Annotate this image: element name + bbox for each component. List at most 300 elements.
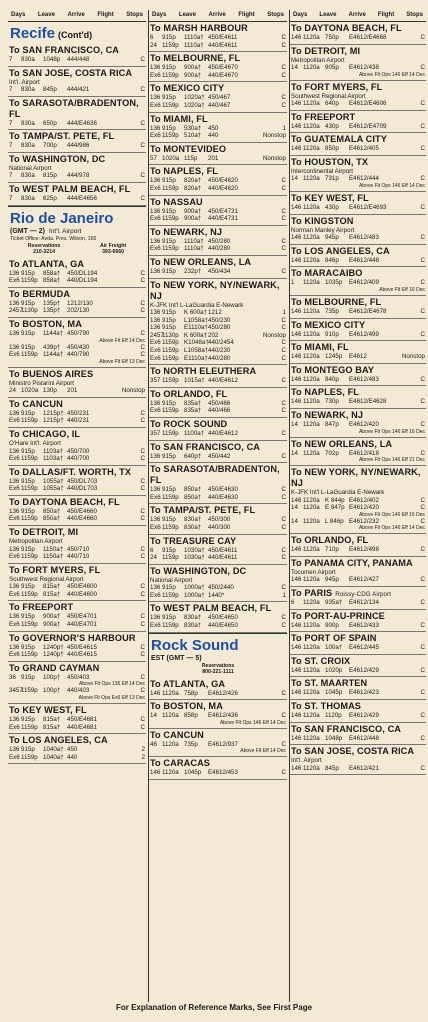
days-cell: 146 [291,398,302,406]
destination-title [291,558,425,569]
arrive-cell: 945p [325,576,339,584]
flight-row [291,497,425,505]
arrive-cell: 1110a† [184,237,204,245]
flight-cell: 450/E4611 [208,546,238,554]
arrive-cell: K1048a† [184,339,209,347]
flight-row [9,754,145,762]
destination-block [8,288,146,318]
destination-block [290,192,426,215]
days-cell: Ex6 [9,621,20,629]
flight-cell: 444/E4656 [67,194,97,202]
flight-row [150,332,286,340]
arrive-cell: 1110a† [184,34,204,41]
destination-block [8,318,146,368]
stops-cell: C [420,175,425,183]
column-2 [149,10,287,1000]
destination-title [150,83,286,94]
destination-title [150,114,286,125]
stops-cell: C [420,644,425,652]
arrive-cell: 1030a† [184,546,205,554]
arrive-cell: 232p† [184,267,202,275]
flight-cell: 440/466 [208,407,231,415]
days-cell: 6 [291,599,295,607]
phone-block [100,243,126,256]
leave-cell: 1159p [21,277,38,285]
effective-note: Above Flt Ops Ex6 Eff 13 Dec [78,695,145,701]
stops-cell: C [140,343,145,351]
stops-cell: C [420,375,425,383]
destination-title [291,216,425,227]
destination-name: To ROCK SOUND [150,418,228,429]
flight-row [150,324,286,332]
flight-cell: E4612 [349,353,367,361]
destination-title [291,342,425,353]
flight-row [150,42,286,50]
flight-cell: E4612/433 [349,621,379,629]
stops-cell: C [140,329,145,337]
days-cell: 14 [150,712,157,720]
destination-block [290,22,426,45]
days-cell: 7 [9,86,13,94]
arrive-cell: 439p† [43,343,61,351]
arrive-cell: 815a† [43,583,61,591]
flight-cell: E4612/E4668 [349,34,387,41]
leave-cell: 1159p [21,417,38,425]
flight-cell: E4612/E4693 [349,204,387,212]
flight-cell: 450/E4611 [208,34,238,41]
stops-cell: C [140,545,145,553]
destination-name: To FREEPORT [291,111,356,122]
arrive-cell: L 846p [325,517,344,525]
ticket-office: Ticket Office: Avda. Pres. Wilson, 165 [10,235,97,242]
destination-title [9,399,145,410]
stops-cell: C [420,100,425,108]
stops-cell: C [420,256,425,264]
arrive-cell: 710p [325,546,339,554]
days-cell: 136 [150,94,161,102]
stops-cell: C [140,723,145,731]
stops-cell: 1 [282,309,286,316]
flight-cell: E4612/E4678 [349,307,387,315]
destination-name: To MARSH HARBOUR [150,23,248,33]
stops-cell: Nonstop [262,331,286,339]
destination-title [291,633,425,644]
phone-block [202,663,235,676]
phone-number: 800-221-1111 [202,669,234,676]
days-cell: 136 [150,399,161,407]
days-cell: 136 [150,584,161,592]
stops-cell: C [140,716,145,723]
stops-cell: C [281,399,286,407]
destination-name: To ST. MAARTEN [291,678,368,689]
days-cell: 146 [291,234,302,242]
arrive-cell: 731p [325,175,339,183]
destination-block [149,700,287,729]
destination-name: To PORT-AU-PRINCE [291,610,385,621]
stops-cell: C [281,554,286,562]
days-cell: 6 [150,546,154,554]
airport-name: Metropolitan Airport [291,56,345,64]
flight-row [9,410,145,418]
header-leave: Leave [37,12,55,18]
flight-row [9,86,145,94]
airport-name: Norman Manley Airport [291,226,355,234]
flight-row [291,450,425,458]
flight-row [291,279,425,287]
airport-name: Southwest Regional Airport [9,575,84,583]
leave-cell: 1159p [162,71,179,79]
flight-cell: 440/231 [67,417,90,425]
leave-cell: 915p [162,516,176,524]
arrive-cell: 758p [184,689,198,697]
flight-cell: E4612/499 [349,330,379,338]
stops-cell: C [281,712,286,720]
destination-block [290,386,426,409]
flight-cell: 450 [67,746,78,754]
stops-cell: C [420,234,425,242]
destination-title [9,45,145,56]
destination-block [8,704,146,734]
stops-cell: C [140,613,145,621]
days-cell: Ex6 [9,651,20,659]
arrive-cell: 1048p [43,56,61,63]
destination-block [290,723,426,746]
arrive-cell: 510a† [184,132,202,140]
effective-note: Above Flt Ops 146 Eff 16 Dec [358,428,425,435]
arrive-cell: 135p† [43,307,61,315]
arrive-cell: 1045p [184,769,202,777]
destination-block [8,564,146,602]
days-cell: 136 [9,477,20,485]
destination-name: To ST. THOMAS [291,701,362,712]
arrive-cell: 730p [325,398,339,406]
leave-cell: 1120a [303,689,320,697]
destination-title [9,154,145,165]
leave-cell: 1159p [21,723,38,731]
flight-cell: E4612/448 [349,734,379,742]
arrive-cell: 815a† [43,590,61,598]
days-cell: 136 [9,746,20,754]
destination-block [8,428,146,466]
days-cell: Ex6 [150,339,161,347]
flight-row [9,344,145,352]
stops-cell: C [281,516,286,524]
destination-name: To BOSTON, MA [150,701,223,712]
flight-cell: E4612/E4606 [349,100,387,108]
flight-cell: E4612/436 [208,712,238,720]
flight-cell: 440/700 [67,455,90,463]
destination-name: To MIAMI, FL [291,342,349,353]
days-cell: 136 [150,237,161,245]
days-cell: Ex6 [150,184,161,192]
days-cell: 136 [150,64,161,72]
arrive-cell: 830a† [184,523,202,531]
destination-block [290,267,426,296]
destination-title [291,365,425,376]
destination-title [9,602,145,613]
days-cell: 146 [291,204,302,212]
flight-cell: E4612/444 [349,175,379,183]
leave-cell: 1120a [303,307,320,315]
arrive-cell: 858a† [43,269,61,277]
arrive-cell: 702p [325,449,339,457]
flight-cell: 440/E4611 [208,554,238,562]
flight-row [9,613,145,621]
arrive-cell: 650p [43,119,57,127]
leave-cell: 1120a [303,234,320,242]
arrive-cell: 1120p [325,712,342,720]
destination-name: To NORTH ELEUTHERA [150,366,257,377]
stops-cell: C [281,407,286,415]
flight-cell: E4612/448 [349,256,379,264]
flight-row [291,204,425,212]
days-cell: 136 [150,309,161,316]
days-cell: Ex6 [9,277,20,285]
days-cell: Ex6 [150,591,161,599]
destination-name: To GRAND CAYMAN [9,662,100,673]
flight-cell: E4612/420 [349,504,379,512]
days-cell: 136 [150,452,161,460]
destination-block [149,602,287,632]
flight-cell: 440 [67,753,78,761]
leave-cell: 915p [162,124,176,132]
flight-row [9,455,145,463]
stops-cell: C [281,245,286,253]
stops-cell: C [281,207,286,215]
destination-title [291,535,425,546]
airport-name: Intercontinental Airport [291,167,353,175]
leave-cell: 915p [21,343,35,351]
destination-block [8,632,146,662]
flight-row [291,599,425,607]
destination-block [8,258,146,288]
leave-cell: 1159p [162,245,179,253]
flight-row [9,687,145,695]
leave-cell: 830a [21,142,35,150]
days-cell: 146 [291,330,302,338]
arrive-cell: 1150a† [43,545,64,553]
days-cell: 136 [150,124,161,132]
flight-cell: 450/467 [208,94,231,102]
days-cell: Ex6 [9,515,20,523]
flight-cell: 450/280 [208,237,231,245]
leave-cell: 1120a [303,204,320,212]
destination-title [9,369,145,380]
days-cell: 136 [9,507,20,515]
destination-block [8,526,146,564]
header-days: Days [11,12,26,18]
flight-row [291,689,425,697]
arrive-cell: 1020p [325,666,343,674]
destination-name: To ATLANTA, GA [9,258,85,269]
arrive-cell: 100a† [325,644,343,652]
destination-block [149,365,287,388]
flight-row [291,667,425,675]
destination-title [9,429,145,440]
flight-row [150,245,286,253]
flight-cell: 450/E4650 [208,614,238,622]
stops-cell: C [420,517,425,525]
destination-name: To CHICAGO, IL [9,429,81,439]
days-cell: 136 [150,486,161,494]
airport-name: National Airport [150,576,193,584]
arrive-cell: 750p [325,34,339,41]
stops-cell: C [140,485,145,493]
destination-name: To MONTEVIDEO [150,143,227,154]
stops-cell: C [281,546,286,554]
flight-cell: 450/230 [208,316,231,324]
flight-row [150,592,286,600]
flight-row [9,621,145,629]
stops-cell: C [420,621,425,629]
phone-number: 393-6660 [102,249,125,256]
stops-cell: C [281,354,286,362]
leave-cell: 915p [21,507,35,515]
airport-name: Int'l. Airport [291,757,322,765]
destination-name: To LOS ANGELES, CA [9,735,108,746]
flight-cell: 440/E4611 [208,41,238,49]
stops-cell: C [281,316,286,324]
stops-cell: C [420,279,425,287]
destination-block [8,662,146,704]
days-cell: 146 [291,644,302,652]
flight-cell: 440/2454 [208,339,234,347]
leave-cell: 1120a [303,330,320,338]
days-cell: Ex6 [9,723,20,731]
destination-title [9,565,145,576]
leave-cell: 1120a [162,740,179,748]
destination-block [149,52,287,82]
leave-cell: 1120a [162,689,179,697]
leave-cell: 1120a [303,621,320,629]
leave-cell: 1159p [162,523,179,531]
flight-row [291,765,425,773]
flight-cell: 440/E4731 [208,215,238,223]
destination-name: To MELBOURNE, FL [291,296,382,307]
leave-cell: 915p [21,329,35,337]
flight-cell: 450/466 [208,399,231,407]
flight-row [150,317,286,325]
flight-cell: 440/280 [208,354,231,362]
reservations-block [149,663,287,678]
days-cell: 136 [150,516,161,524]
destination-title [9,467,145,478]
arrive-cell: 640p [325,100,339,108]
destination-title [9,68,145,79]
header-leave: Leave [319,12,337,18]
flight-cell: 450/2440 [208,584,234,592]
days-cell: 146 [291,546,302,554]
arrive-cell: 1015a† [184,377,205,385]
header-days: Days [152,12,167,18]
days-cell: 136 [9,409,20,417]
destination-name: To WASHINGTON, DC [9,153,106,164]
leave-cell: 1020a [21,387,39,395]
leave-cell: 1159p [21,515,38,523]
destination-name: To NAPLES, FL [291,387,359,398]
header-flight: Flight [377,12,395,18]
leave-cell: 1120a [303,100,320,108]
destination-name: To NAPLES, FL [150,166,218,177]
days-cell: 2457 [9,307,23,315]
flight-cell: 440/E4600 [67,590,97,598]
flight-cell: 440/E4612 [208,429,238,437]
destination-title [9,184,145,195]
leave-cell: 915p [162,452,176,460]
flight-cell: 440/790 [67,351,90,359]
days-cell: 14 [291,449,298,457]
destination-block [290,319,426,342]
destination-name: To TAMPA/ST. PETE, FL [9,131,115,142]
destination-name: To DALLAS/FT. WORTH, TX [9,466,132,477]
city-gmt [8,228,146,236]
flight-row [150,516,286,524]
flight-cell: 440/E4670 [208,71,238,79]
flight-row [150,102,286,110]
days-cell: 146 [291,256,302,264]
destination-name: To GUATEMALA CITY [291,134,387,145]
destination-name: To SARASOTA/BRADENTON, FL [150,464,280,486]
arrive-cell: 1045p [325,689,343,697]
destination-title [291,23,425,34]
header-stops: Stops [267,12,284,18]
arrive-cell: 900p [325,621,339,629]
stops-cell: C [420,34,425,41]
destination-name: To NEWARK, NJ [291,409,364,420]
destination-block [290,700,426,723]
destination-block [290,364,426,387]
destination-block [290,610,426,633]
stops-cell: C [140,417,145,425]
destination-block [290,534,426,557]
destination-block [8,183,146,206]
days-cell: 146 [291,764,302,772]
flight-row [291,622,425,630]
destination-block [8,153,146,183]
flight-row [9,387,145,395]
airport-name: Southwest Regional Airport [291,92,366,100]
arrive-cell: 935a† [325,599,343,607]
destination-title [9,259,145,270]
flight-cell: E4612/232 [349,517,379,525]
leave-cell: 1120a [303,420,320,428]
flight-cell: 1212/130 [67,299,93,307]
city-heading: Rock Sound [149,633,287,655]
arrive-cell: K 844p [325,496,345,504]
flight-row [150,309,286,317]
destination-title [9,663,145,674]
destination-name: To FORT MYERS, FL [291,81,383,92]
flight-row [150,64,286,72]
leave-cell: 1120a [162,769,179,777]
destination-name: To SAN FRANCISCO, CA [9,45,120,55]
destination-name: To DAYTONA BEACH, FL [9,496,120,507]
flight-row [9,277,145,285]
destination-title [291,387,425,398]
flight-row [150,453,286,461]
flight-cell: 201 [208,154,219,162]
leave-cell: 1159p [162,377,179,385]
leave-cell: 1120a [303,517,320,525]
days-cell: Ex6 [150,215,161,223]
flight-row [9,746,145,754]
leave-cell: 915p [162,34,176,41]
days-cell: 136 [150,177,161,185]
leave-cell: 915p [162,614,176,622]
flight-row [150,377,286,385]
flight-cell: 440/E4620 [208,184,238,192]
destination-title [150,536,286,547]
